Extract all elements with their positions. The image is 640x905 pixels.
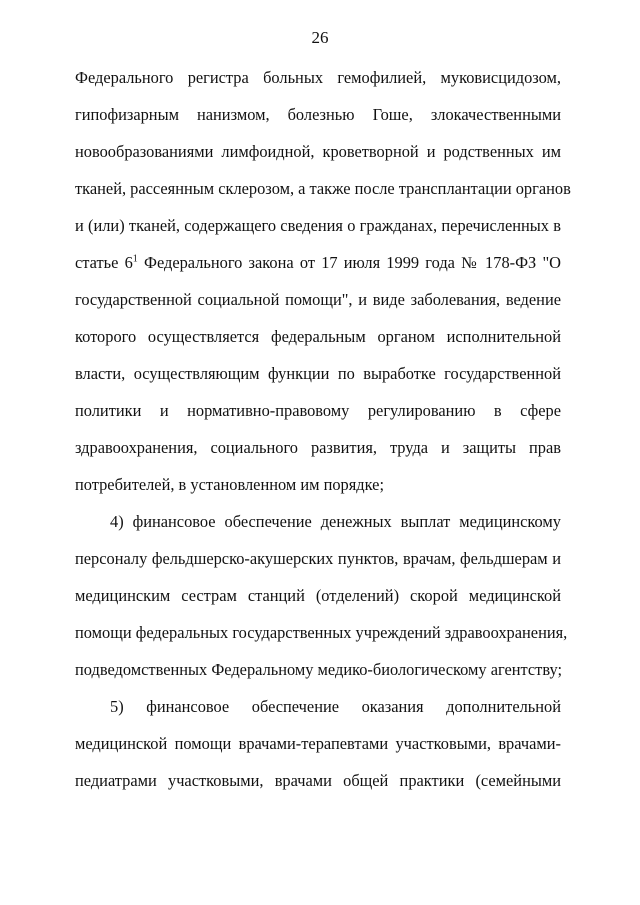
line-text-before-sup: статье 6 — [75, 253, 133, 272]
text-line: здравоохранения, социального развития, труда и защиты прав — [75, 438, 561, 457]
text-line: политики и нормативно-правовому регулированию в сфере — [75, 401, 561, 420]
text-line: новообразованиями лимфоидной, кроветворной и родственных им — [75, 142, 561, 161]
text-line: подведомственных Федеральному медико-биологическому агентству; — [75, 660, 563, 679]
text-line: медицинской помощи врачами-терапевтами участковыми, врачами- — [75, 734, 561, 753]
text-line: и (или) тканей, содержащего сведения о гражданах, перечисленных в — [75, 216, 561, 235]
text-line: тканей, рассеянным склерозом, а также после трансплантации органов — [75, 179, 571, 198]
text-line: государственной социальной помощи", и виде заболевания, ведение — [75, 290, 561, 309]
list-item-5-first-line: 5) финансовое обеспечение оказания дополнительной — [110, 697, 561, 716]
superscript: 1 — [132, 253, 138, 265]
text-line: Федерального регистра больных гемофилией, муковисцидозом, — [75, 68, 561, 87]
text-line-with-superscript — [75, 252, 561, 274]
page-number: 26 — [311, 28, 329, 47]
text-line: которого осуществляется федеральным органом исполнительной — [75, 327, 561, 346]
line-text-after-sup: Федерального закона от 17 июля 1999 года № 178-ФЗ "О — [137, 253, 561, 272]
text-line: потребителей, в установленном им порядке; — [75, 475, 385, 494]
text-line: помощи федеральных государственных учреждений здравоохранения, — [75, 623, 568, 642]
list-item-4-first-line: 4) финансовое обеспечение денежных выплат медицинскому — [110, 512, 561, 531]
text-line: власти, осуществляющим функции по выработке государственной — [75, 364, 561, 383]
text-line: педиатрами участковыми, врачами общей практики (семейными — [75, 771, 561, 790]
text-line: гипофизарным нанизмом, болезнью Гоше, злокачественными — [75, 105, 561, 124]
text-line: персоналу фельдшерско-акушерских пунктов, врачам, фельдшерам и — [75, 549, 561, 568]
text-line: медицинским сестрам станций (отделений) скорой медицинской — [75, 586, 561, 605]
